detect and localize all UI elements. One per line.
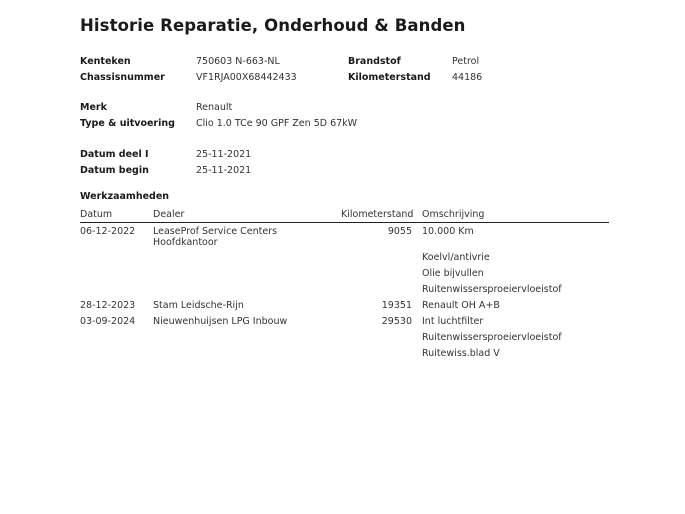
row1-dealer: LeaseProf Service Centers xyxy=(153,226,278,237)
header-dealer: Dealer xyxy=(153,209,185,220)
type-label: Type & uitvoering xyxy=(80,118,175,129)
row3-dealer: Nieuwenhuijsen LPG Inbouw xyxy=(153,316,288,327)
header-omschrijving: Omschrijving xyxy=(422,209,485,220)
kilometerstand-label: Kilometerstand xyxy=(348,72,431,83)
merk-value: Renault xyxy=(196,102,233,113)
chassis-value: VF1RJA00X68442433 xyxy=(196,72,297,83)
kenteken-value: 750603 N-663-NL xyxy=(196,56,280,67)
brandstof-value: Petrol xyxy=(452,56,480,67)
row3-item3: Ruitewiss.blad V xyxy=(422,348,500,359)
page-title: Historie Reparatie, Onderhoud & Banden xyxy=(80,16,466,35)
row2-datum: 28-12-2023 xyxy=(80,300,136,311)
table-header-rule xyxy=(80,222,609,223)
merk-label: Merk xyxy=(80,102,107,113)
row1-item4: Ruitenwissersproeiervloeistof xyxy=(422,284,562,295)
datum-begin-label: Datum begin xyxy=(80,165,149,176)
chassis-label: Chassisnummer xyxy=(80,72,165,83)
row3-km: 29530 xyxy=(381,316,412,327)
row1-item3: Olie bijvullen xyxy=(422,268,484,279)
row3-item1: Int luchtfilter xyxy=(422,316,484,327)
row2-item1: Renault OH A+B xyxy=(422,300,500,311)
row1-item1: 10.000 Km xyxy=(422,226,474,237)
datum-deel-label: Datum deel I xyxy=(80,149,149,160)
row1-km: 9055 xyxy=(387,226,412,237)
datum-deel-value: 25-11-2021 xyxy=(196,149,252,160)
row1-item2: Koelvl/antivrie xyxy=(422,252,490,263)
section-title: Werkzaamheden xyxy=(80,191,170,202)
row1-dealer-line2: Hoofdkantoor xyxy=(153,237,218,248)
header-kilometerstand: Kilometerstand xyxy=(341,209,414,220)
type-value: Clio 1.0 TCe 90 GPF Zen 5D 67kW xyxy=(196,118,358,129)
kilometerstand-value: 44186 xyxy=(452,72,483,83)
kenteken-label: Kenteken xyxy=(80,56,131,67)
row2-dealer: Stam Leidsche-Rijn xyxy=(153,300,244,311)
row3-datum: 03-09-2024 xyxy=(80,316,136,327)
header-datum: Datum xyxy=(80,209,113,220)
row1-datum: 06-12-2022 xyxy=(80,226,136,237)
row2-km: 19351 xyxy=(381,300,412,311)
datum-begin-value: 25-11-2021 xyxy=(196,165,252,176)
brandstof-label: Brandstof xyxy=(348,56,401,67)
row3-item2: Ruitenwissersproeiervloeistof xyxy=(422,332,562,343)
